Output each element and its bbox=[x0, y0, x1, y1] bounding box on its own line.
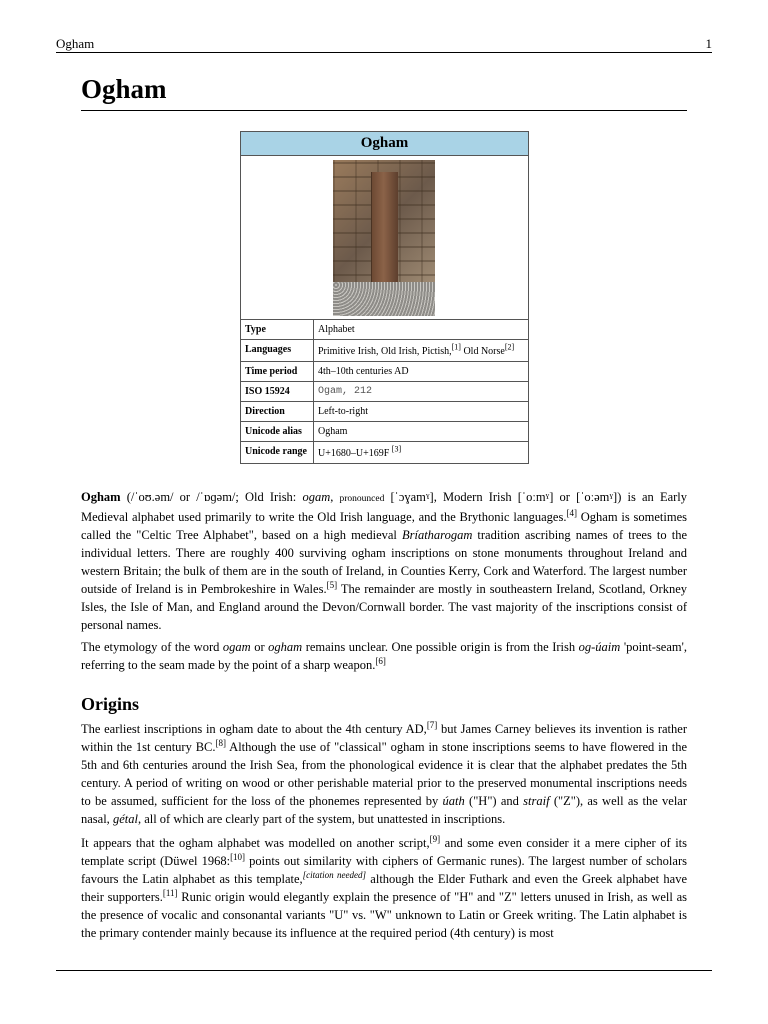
italic-term: og-úaim bbox=[578, 640, 621, 654]
footer-divider bbox=[56, 970, 712, 971]
infobox-label: Type bbox=[241, 320, 314, 339]
infobox-label: Languages bbox=[241, 340, 314, 361]
bold-term: Ogham bbox=[81, 490, 121, 504]
infobox-row-unicode-alias bbox=[241, 422, 528, 442]
italic-term: straif bbox=[523, 794, 550, 808]
etymology-paragraph bbox=[81, 638, 687, 674]
citation-needed-tag[interactable]: [citation needed] bbox=[302, 869, 367, 880]
article-title: Ogham bbox=[81, 70, 687, 111]
infobox-value bbox=[314, 340, 528, 361]
ogham-stone-photo[interactable] bbox=[333, 160, 435, 316]
infobox-value: Ogham bbox=[318, 426, 348, 437]
infobox-value: Left-to-right bbox=[318, 406, 368, 417]
section-heading-origins: Origins bbox=[81, 694, 140, 714]
text-run: , all of which are clearly part of the system, but unattested in inscriptions. bbox=[137, 812, 506, 826]
infobox-caption: Ogham bbox=[241, 132, 528, 156]
citation-ref[interactable]: [3] bbox=[391, 444, 402, 454]
unicode-range-value[interactable]: U+1680–U+169F bbox=[318, 448, 392, 459]
italic-term: gétal bbox=[112, 812, 138, 826]
text-run: It appears that the ogham alphabet was modelled on another script, bbox=[81, 836, 430, 850]
citation-ref[interactable]: [5] bbox=[326, 579, 338, 590]
text-run: , bbox=[330, 490, 340, 504]
text-run: Runic origin would elegantly explain the presence of "H" and "Z" letters unused in Irish, as well as the presence of vocalic and consonantal variants "U" vs. "W" unknown to Latin or Greek writing. The Latin alphabet is the primary contender mainly because its influence at the required period (4th century) is most bbox=[81, 890, 687, 940]
origins-paragraph-2 bbox=[81, 834, 687, 942]
text-run: Although the use of "classical" ogham in stone inscriptions seems to have flowered in the 5th and 6th centuries around the Irish Sea, from the phonological evidence it is clear that the alphabet predates the 5th century. A period of writing on wood or other perishable material prior to the preserved monumental inscriptions needs to be assumed, sufficient for the loss of the phonemes represented by bbox=[81, 740, 687, 808]
infobox-label: Unicode range bbox=[241, 442, 314, 463]
infobox-row-languages bbox=[241, 340, 528, 362]
text-run: or bbox=[250, 640, 269, 654]
infobox-value[interactable]: Alphabet bbox=[318, 324, 355, 335]
citation-ref[interactable]: [4] bbox=[566, 507, 577, 518]
gravel-ground bbox=[333, 282, 435, 316]
citation-ref[interactable]: [11] bbox=[162, 887, 178, 898]
infobox-row-direction bbox=[241, 402, 528, 422]
text-run: tradition ascribing names of trees to the individual letters. There are roughly 400 surviving ogham inscriptions on stone monuments throughout Ireland and western Britain; the bulk of them are in the south of Ireland, in Counties Kerry, Cork and Waterford. The largest number outside of Ireland is in Pembrokeshire in Wales. bbox=[81, 528, 687, 596]
languages-old-norse[interactable]: Old Norse bbox=[460, 346, 505, 357]
running-header-title: Ogham bbox=[56, 36, 95, 51]
citation-ref[interactable]: [7] bbox=[426, 719, 438, 730]
citation-ref[interactable]: [8] bbox=[215, 737, 227, 748]
infobox-value bbox=[314, 442, 528, 463]
citation-ref[interactable]: [2] bbox=[504, 342, 515, 352]
infobox-label: Direction bbox=[241, 402, 314, 421]
text-run: although the Elder Futhark and even the Greek alphabet have their supporters. bbox=[81, 872, 687, 904]
infobox-row-type bbox=[241, 320, 528, 340]
infobox-row-iso bbox=[241, 382, 528, 402]
text-run: The etymology of the word bbox=[81, 640, 223, 654]
infobox-value: Ogam, 212 bbox=[318, 386, 373, 397]
citation-ref[interactable]: [1] bbox=[451, 342, 461, 352]
infobox-value: 4th–10th centuries AD bbox=[318, 366, 409, 377]
intro-paragraph bbox=[81, 488, 687, 634]
italic-term: ogam bbox=[222, 640, 251, 654]
italic-term: ogham bbox=[268, 640, 303, 654]
text-run: (/ˈoʊ.əm/ or /ˈɒɡəm/; Old Irish: bbox=[120, 490, 303, 504]
text-run: The remainder are mostly in southeastern Ireland, Scotland, Orkney Isles, the Isle of Man, and England around the Devon/Cornwall border. The vast majority of the inscriptions consist of personal names. bbox=[81, 582, 688, 632]
origins-paragraph-1 bbox=[81, 720, 687, 828]
text-run: remains unclear. One possible origin is from the Irish bbox=[302, 640, 579, 654]
page-number: 1 bbox=[705, 36, 712, 51]
text-run: ("Z"), as well as the velar nasal, bbox=[81, 794, 688, 826]
infobox-row-time-period bbox=[241, 362, 528, 382]
infobox-label: Unicode alias bbox=[241, 422, 314, 441]
infobox-label: ISO 15924 bbox=[241, 382, 314, 401]
infobox-row-unicode-range bbox=[241, 442, 528, 463]
citation-ref[interactable]: [9] bbox=[429, 833, 441, 844]
text-run: Ogham is sometimes called the "Celtic Tree Alphabet", based on a high medieval bbox=[81, 510, 687, 542]
running-header bbox=[56, 36, 712, 53]
italic-term: Bríatharogam bbox=[401, 528, 473, 542]
citation-ref[interactable]: [10] bbox=[230, 851, 246, 862]
text-run: ("H") and bbox=[464, 794, 524, 808]
languages-list[interactable]: Primitive Irish, Old Irish, Pictish, bbox=[318, 346, 452, 357]
infobox-image-cell bbox=[241, 156, 528, 320]
text-run: and some even consider it a mere cipher of its template script (Düwel 1968: bbox=[81, 836, 688, 868]
infobox-label: Time period bbox=[241, 362, 314, 381]
text-run: [ˈɔɣamˠ], Modern Irish [ˈoːmˠ] or [ˈoːəmˠ]) is an Early Medieval alphabet used primarily to write the Old Irish language, and the Brythonic languages. bbox=[81, 490, 688, 524]
italic-term: úath bbox=[442, 794, 465, 808]
infobox bbox=[240, 131, 529, 464]
text-run: The earliest inscriptions in ogham date to about the 4th century AD, bbox=[81, 722, 427, 736]
text-run: 'point-seam', referring to the seam made by the point of a sharp weapon. bbox=[81, 640, 688, 672]
italic-term: ogam bbox=[302, 490, 331, 504]
text-run: points out similarity with ciphers of Germanic runes). The largest number of scholars favours the Latin alphabet as this template, bbox=[81, 854, 687, 886]
pronounced-link[interactable]: pronounced bbox=[339, 494, 385, 504]
citation-ref[interactable]: [6] bbox=[375, 655, 386, 666]
text-run: but James Carney believes its invention is rather within the 1st century BC. bbox=[81, 722, 687, 754]
